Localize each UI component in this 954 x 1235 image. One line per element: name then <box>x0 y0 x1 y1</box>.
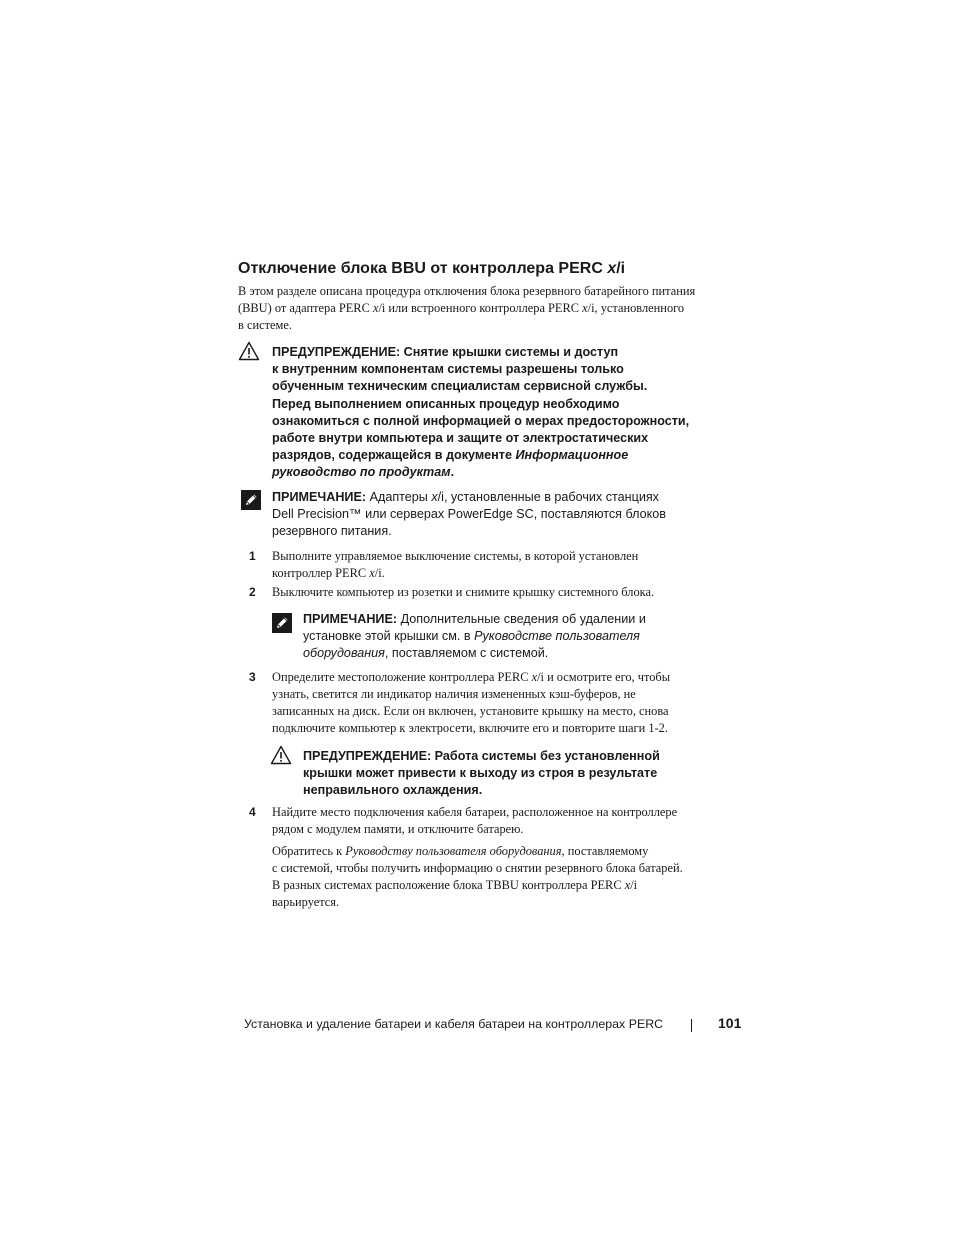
section-title: Отключение блока BBU от контроллера PERC x/i <box>238 260 626 277</box>
step-number-4: 4 <box>249 805 256 819</box>
footer-chapter-title: Установка и удаление батареи и кабеля батареи на контроллерах PERC <box>244 1017 664 1031</box>
note-pencil-icon <box>272 613 292 633</box>
warning-triangle-icon <box>238 341 260 361</box>
warning-notice-1: ПРЕДУПРЕЖДЕНИЕ: Снятие крышки системы и доступ к внутренним компонентам системы разрешены только обученным техническим специалистам сервисной службы. Перед выполнением описанных процедур необходимо ознакомиться с полной информацией о мерах предосторожности, работе внутри компьютера и защите от электростатических разрядов, содержащейся в документе Информационное руководство по продуктам. <box>272 345 690 480</box>
step-number-3: 3 <box>249 670 256 684</box>
step-number-1: 1 <box>249 549 256 563</box>
page-number: 101 <box>718 1015 742 1031</box>
intro-paragraph: В этом разделе описана процедура отключения блока резервного батарейного питания (BBU) от адаптера PERC x/i или встроенного контроллера PERC x/i, установленного в системе. <box>238 284 696 332</box>
note-2: ПРИМЕЧАНИЕ: Дополнительные сведения об удалении и установке этой крышки см. в Руководстве пользователя оборудования, поставляемом с системой. <box>303 612 646 661</box>
warning-triangle-icon <box>270 745 292 765</box>
step-3-text: Определите местоположение контроллера PERC x/i и осмотрите его, чтобы узнать, светится ли индикатор наличия измененных кэш-буферов, не записанных на диск. Если он включен, установите крышку на место, снова подключите компьютер к электросети, включите его и повторите шаги 1-2. <box>272 670 671 735</box>
note-1: ПРИМЕЧАНИЕ: Адаптеры x/i, установленные в рабочих станциях Dell Precision™ или серверах PowerEdge SC, поставляются блоков резервного питания. <box>272 490 666 539</box>
step-4-extra-paragraph: Обратитесь к Руководству пользователя оборудования, поставляемому с системой, чтобы получить информацию о снятии резервного блока батарей. В разных системах расположение блока TBBU контроллера PERC x/i варьируется. <box>272 844 683 909</box>
step-4-text: Найдите место подключения кабеля батареи, расположенное на контроллере рядом с модулем памяти, и отключите батарею. <box>272 805 678 836</box>
step-number-2: 2 <box>249 585 256 599</box>
warning-notice-2: ПРЕДУПРЕЖДЕНИЕ: Работа системы без установленной крышки может привести к выходу из строя в результате неправильного охлаждения. <box>303 749 660 798</box>
step-1-text: Выполните управляемое выключение системы, в которой установлен контроллер PERC x/i. <box>272 549 639 580</box>
note-pencil-icon <box>241 490 261 510</box>
footer-separator <box>691 1019 692 1032</box>
step-2-text: Выключите компьютер из розетки и снимите крышку системного блока. <box>272 585 655 599</box>
